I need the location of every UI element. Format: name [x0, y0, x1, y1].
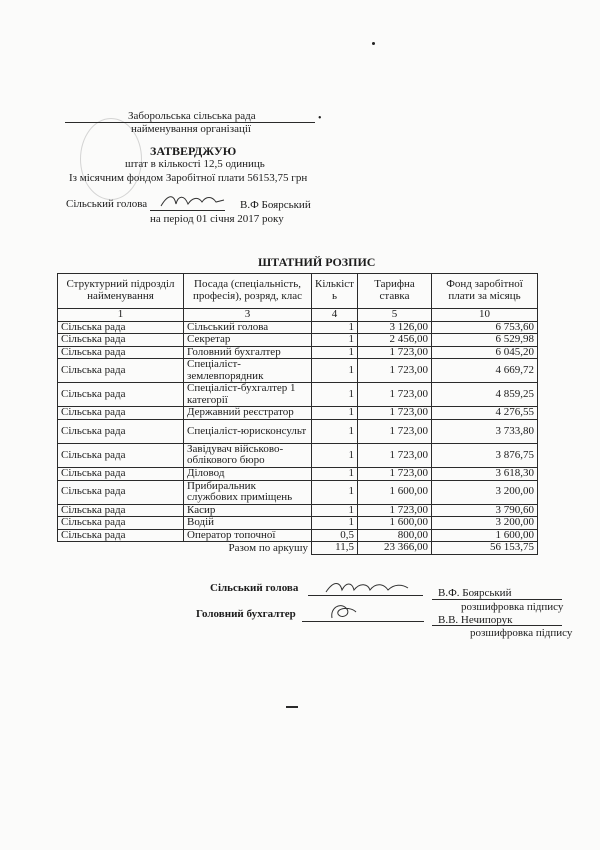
- period-line: на період 01 січня 2017 року: [150, 213, 284, 225]
- header-position: Посада (спеціальність, професія), розряд, клас: [184, 274, 312, 309]
- sig-accountant-name: В.В. Нечипорук: [438, 614, 513, 626]
- rate-cell: 1 723,00: [358, 468, 432, 481]
- fund-cell: 3 733,80: [432, 419, 538, 443]
- header-quantity: Кількість: [312, 274, 358, 309]
- position-cell: Спеціаліст-бухгалтер 1 категорії: [184, 383, 312, 407]
- head-name: В.Ф Боярський: [240, 199, 311, 211]
- quantity-cell: 1: [312, 321, 358, 334]
- table-index-row: [58, 309, 538, 322]
- unit-cell: Сільська рада: [58, 480, 184, 504]
- index-cell: 4: [312, 309, 358, 322]
- sig-head-name-line: [432, 599, 562, 600]
- unit-cell: Сільська рада: [58, 383, 184, 407]
- rate-cell: 1 723,00: [358, 504, 432, 517]
- table-row: [58, 419, 538, 443]
- position-cell: Оператор топочної: [184, 529, 312, 542]
- unit-cell: Сільська рада: [58, 321, 184, 334]
- header-dot: •: [318, 113, 322, 124]
- position-cell: Завідувач військово-облікового бюро: [184, 443, 312, 467]
- table-row: [58, 529, 538, 542]
- table-row: [58, 346, 538, 359]
- table-row: [58, 517, 538, 530]
- fund-cell: 3 876,75: [432, 443, 538, 467]
- unit-cell: Сільська рада: [58, 346, 184, 359]
- quantity-cell: 1: [312, 407, 358, 420]
- table-row: [58, 383, 538, 407]
- unit-cell: Сільська рада: [58, 517, 184, 530]
- table-row: [58, 504, 538, 517]
- organization-name: Заборольська сільська рада: [128, 110, 256, 122]
- fund-cell: 6 529,98: [432, 334, 538, 347]
- sig-accountant-line: [302, 621, 424, 622]
- sig-accountant-caption: розшифровка підпису: [470, 627, 573, 639]
- header-unit: Структурний підрозділ найменування: [58, 274, 184, 309]
- fund-cell: 4 859,25: [432, 383, 538, 407]
- position-cell: Спеціаліст-юрисконсульт: [184, 419, 312, 443]
- position-cell: Державний реєстратор: [184, 407, 312, 420]
- sig-head-caption: розшифровка підпису: [461, 601, 564, 613]
- index-cell: 10: [432, 309, 538, 322]
- table-total-row: [58, 542, 538, 555]
- bottom-mark: [286, 706, 298, 708]
- rate-cell: 1 600,00: [358, 480, 432, 504]
- staff-count-line: штат в кількості 12,5 одиниць: [125, 158, 265, 170]
- quantity-cell: 1: [312, 504, 358, 517]
- position-cell: Спеціаліст-землевпорядник: [184, 359, 312, 383]
- sig-accountant-label: Головний бухгалтер: [196, 608, 296, 620]
- fund-cell: 3 200,00: [432, 517, 538, 530]
- unit-cell: Сільська рада: [58, 529, 184, 542]
- unit-cell: Сільська рада: [58, 504, 184, 517]
- rate-cell: 800,00: [358, 529, 432, 542]
- position-cell: Водій: [184, 517, 312, 530]
- header-fund: Фонд заробітної плати за місяць: [432, 274, 538, 309]
- rate-cell: 3 126,00: [358, 321, 432, 334]
- document-title: ШТАТНИЙ РОЗПИС: [258, 255, 376, 269]
- index-cell: 3: [184, 309, 312, 322]
- fund-cell: 4 669,72: [432, 359, 538, 383]
- index-cell: 1: [58, 309, 184, 322]
- quantity-cell: 1: [312, 359, 358, 383]
- unit-cell: Сільська рада: [58, 468, 184, 481]
- position-cell: Касир: [184, 504, 312, 517]
- table-row: [58, 480, 538, 504]
- unit-cell: Сільська рада: [58, 334, 184, 347]
- table-row: [58, 321, 538, 334]
- index-cell: 5: [358, 309, 432, 322]
- fund-cell: 3 200,00: [432, 480, 538, 504]
- quantity-cell: 1: [312, 443, 358, 467]
- rate-cell: 1 723,00: [358, 407, 432, 420]
- table-header-row: [58, 274, 538, 309]
- unit-cell: Сільська рада: [58, 419, 184, 443]
- table-row: [58, 407, 538, 420]
- sig-accountant-name-line: [432, 625, 562, 626]
- fund-cell: 6 753,60: [432, 321, 538, 334]
- head-label: Сільський голова: [66, 198, 148, 210]
- position-cell: Головний бухгалтер: [184, 346, 312, 359]
- quantity-cell: 0,5: [312, 529, 358, 542]
- organization-caption: найменування організації: [131, 123, 251, 135]
- quantity-cell: 1: [312, 346, 358, 359]
- quantity-cell: 1: [312, 468, 358, 481]
- fund-cell: 3 790,60: [432, 504, 538, 517]
- rate-cell: 1 723,00: [358, 443, 432, 467]
- salary-fund-line: Із місячним фондом Заробітної плати 56153,75 грн: [69, 172, 308, 184]
- quantity-cell: 1: [312, 517, 358, 530]
- rate-cell: 1 723,00: [358, 383, 432, 407]
- sig-accountant-mark: [326, 600, 362, 624]
- table-row: [58, 468, 538, 481]
- rate-cell: 1 723,00: [358, 346, 432, 359]
- fund-cell: 4 276,55: [432, 407, 538, 420]
- quantity-cell: 1: [312, 334, 358, 347]
- rate-cell: 2 456,00: [358, 334, 432, 347]
- position-cell: Прибиральник службових приміщень: [184, 480, 312, 504]
- table-row: [58, 359, 538, 383]
- table-row: [58, 334, 538, 347]
- total-fund: 56 153,75: [432, 542, 538, 555]
- staffing-table: [57, 273, 538, 555]
- sig-head-name: В.Ф. Боярський: [438, 587, 512, 599]
- quantity-cell: 1: [312, 480, 358, 504]
- quantity-cell: 1: [312, 383, 358, 407]
- fund-cell: 6 045,20: [432, 346, 538, 359]
- table-row: [58, 443, 538, 467]
- sig-head-mark: [322, 578, 414, 598]
- head-signature-mark: [158, 190, 228, 212]
- unit-cell: Сільська рада: [58, 407, 184, 420]
- fund-cell: 1 600,00: [432, 529, 538, 542]
- total-spacer: [58, 542, 184, 555]
- sig-head-label: Сільський голова: [210, 582, 299, 594]
- total-label: Разом по аркушу: [228, 541, 308, 554]
- total-rate: 23 366,00: [358, 542, 432, 555]
- rate-cell: 1 723,00: [358, 419, 432, 443]
- scan-speck: [372, 42, 375, 45]
- approve-title: ЗАТВЕРДЖУЮ: [150, 144, 237, 158]
- header-rate: Тарифна ставка: [358, 274, 432, 309]
- position-cell: Секретар: [184, 334, 312, 347]
- quantity-cell: 1: [312, 419, 358, 443]
- position-cell: Діловод: [184, 468, 312, 481]
- position-cell: Сільський голова: [184, 321, 312, 334]
- rate-cell: 1 723,00: [358, 359, 432, 383]
- fund-cell: 3 618,30: [432, 468, 538, 481]
- unit-cell: Сільська рада: [58, 443, 184, 467]
- total-quantity: 11,5: [312, 542, 358, 555]
- rate-cell: 1 600,00: [358, 517, 432, 530]
- unit-cell: Сільська рада: [58, 359, 184, 383]
